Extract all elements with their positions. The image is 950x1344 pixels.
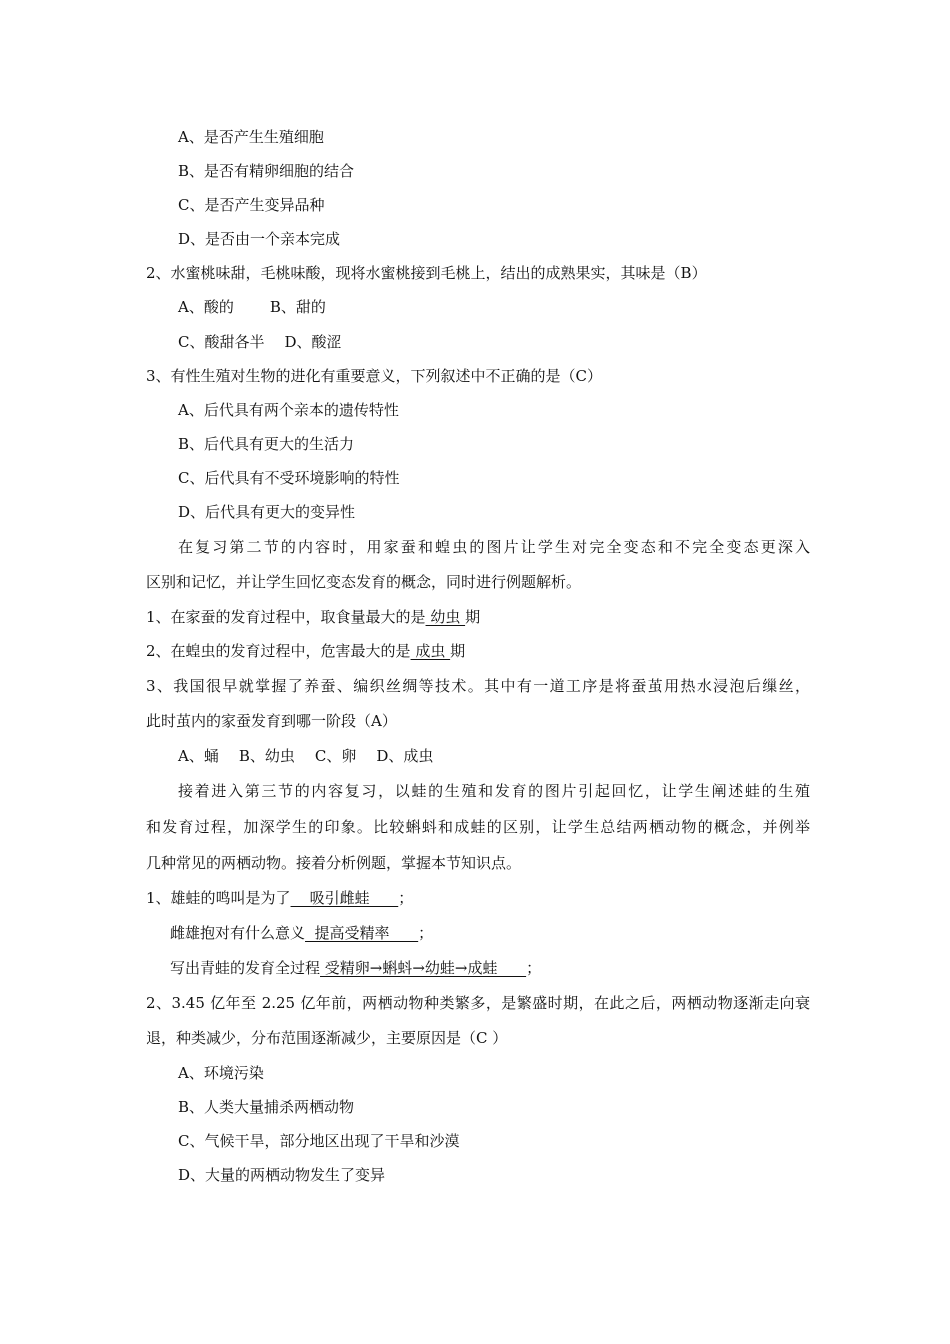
q3-option-b: B、后代具有更大的生活力	[178, 435, 355, 453]
fill-1-answer: 吸引雌蛙	[290, 889, 399, 907]
example-1-text: 1、在家蚕的发育过程中，取食量最大的是	[146, 608, 426, 626]
fill-2-text: 雌雄抱对有什么意义	[170, 924, 306, 942]
section2-intro-line-2: 区别和记忆，并让学生回忆变态发育的概念，同时进行例题解析。	[146, 573, 582, 591]
section3-fill-2	[170, 923, 834, 943]
q3-option-d: D、后代具有更大的变异性	[178, 503, 356, 521]
section3-fill-1	[146, 888, 810, 908]
section3-q2-option-b: B、人类大量捕杀两栖动物	[178, 1098, 355, 1116]
example-2-text: 2、在蝗虫的发育过程中，危害最大的是	[146, 642, 411, 660]
fill-1-suffix: ；	[398, 889, 414, 907]
section2-example-1	[146, 607, 810, 627]
q2-option-a: A、酸的	[178, 298, 234, 316]
section3-intro-line-2: 和发育过程，加深学生的印象。比较蝌蚪和成蛙的区别，让学生总结两栖动物的概念，并例举	[146, 818, 810, 836]
q1-option-a: A、是否产生生殖细胞	[178, 128, 324, 146]
example-2-answer: 成虫	[410, 642, 451, 660]
fill-3-suffix: ；	[526, 959, 542, 977]
section3-question-2-line-1: 2、3.45 亿年至 2.25 亿年前，两栖动物种类繁多，是繁盛时期，在此之后，两栖动物逐渐走向衰	[146, 994, 810, 1012]
example-1-answer: 幼虫	[425, 608, 466, 626]
example-2-suffix: 期	[450, 642, 466, 660]
q3-option-c: C、后代具有不受环境影响的特性	[178, 469, 400, 487]
section3-intro-line-3: 几种常见的两栖动物。接着分析例题，掌握本节知识点。	[146, 854, 522, 872]
q1-option-d: D、是否由一个亲本完成	[178, 230, 341, 248]
section3-q2-option-a: A、环境污染	[178, 1064, 264, 1082]
fill-3-answer: 受精卵→蝌蚪→幼蛙→成蛙	[320, 959, 527, 977]
fill-1-text: 1、雄蛙的鸣叫是为了	[146, 889, 291, 907]
q3-option-a: A、后代具有两个亲本的遗传特性	[178, 401, 399, 419]
section3-intro-line-1: 接着进入第三节的内容复习，以蛙的生殖和发育的图片引起回忆，让学生阐述蛙的生殖	[178, 782, 810, 800]
section3-q2-option-d: D、大量的两栖动物发生了变异	[178, 1166, 386, 1184]
section3-question-2-line-2: 退，种类减少，分布范围逐渐减少，主要原因是（C ）	[146, 1029, 508, 1047]
section2-intro-line-1: 在复习第二节的内容时，用家蚕和蝗虫的图片让学生对完全变态和不完全变态更深入	[178, 538, 810, 556]
fill-2-suffix: ；	[418, 924, 434, 942]
q2-options-row-2	[178, 332, 842, 352]
section2-example-3-line-2: 此时茧内的家蚕发育到哪一阶段（A）	[146, 712, 397, 730]
q2-option-d: D、酸涩	[284, 333, 342, 351]
example-3-option-a: A、蛹	[178, 747, 219, 765]
example-1-suffix: 期	[465, 608, 481, 626]
q1-option-b: B、是否有精卵细胞的结合	[178, 162, 355, 180]
example-3-option-d: D、成虫	[376, 747, 434, 765]
q2-stem: 2、水蜜桃味甜，毛桃味酸，现将水蜜桃接到毛桃上，结出的成熟果实，其味是（B）	[146, 264, 707, 282]
fill-3-text: 写出青蛙的发育全过程	[170, 959, 321, 977]
example-3-option-b: B、幼虫	[238, 747, 295, 765]
section2-example-3-line-1: 3、我国很早就掌握了养蚕、编织丝绸等技术。其中有一道工序是将蚕茧用热水浸泡后缫丝，	[146, 677, 810, 695]
section3-q2-option-c: C、气候干旱，部分地区出现了干旱和沙漠	[178, 1132, 460, 1150]
section2-example-2	[146, 641, 810, 661]
q2-options-row-1	[178, 297, 842, 317]
q2-option-c: C、酸甜各半	[178, 333, 265, 351]
q2-option-b: B、甜的	[269, 298, 326, 316]
example-3-option-c: C、卵	[314, 747, 357, 765]
section3-fill-3	[170, 958, 834, 978]
q3-stem: 3、有性生殖对生物的进化有重要意义，下列叙述中不正确的是（C）	[146, 367, 603, 385]
section2-example-3-options	[178, 746, 842, 766]
q1-option-c: C、是否产生变异品种	[178, 196, 325, 214]
fill-2-answer: 提高受精率	[305, 924, 419, 942]
